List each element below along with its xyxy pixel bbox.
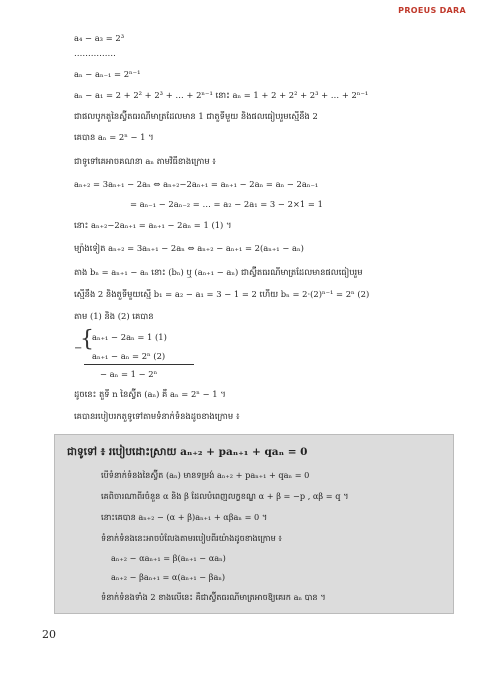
subtraction-rule bbox=[84, 364, 194, 365]
text-line: គេបានរបៀបរកតួទូទៅតាមទំនាក់ទំនងដូចខាងក្រោម ៖ bbox=[74, 411, 240, 421]
text-line: ជាទូទៅគេអាចគណនា aₙ តាមវិធីខាងក្រោម ៖ bbox=[74, 156, 216, 166]
text-line: ស្មើនឹង 2 និងតួទីមួយស្មើ b₁ = a₂ − a₁ = 3 − 1 = 2 ហើយ bₙ = 2·(2)ⁿ⁻¹ = 2ⁿ (2) bbox=[74, 289, 370, 299]
ellipsis-line: …………… bbox=[74, 48, 116, 58]
note-title: ជាទូទៅ ៖ របៀបដោះស្រាយ aₙ₊₂ + paₙ₊₁ + qaₙ = 0 bbox=[67, 446, 308, 458]
note-eq: aₙ₊₂ − αaₙ₊₁ = β(aₙ₊₁ − αaₙ) bbox=[111, 553, 226, 563]
text-line: តាង bₙ = aₙ₊₁ − aₙ នោះ (bₙ) ឬ (aₙ₊₁ − aₙ) ជាស្វ៊ីតធរណីមាត្រដែលមានផលធៀបរួម bbox=[74, 267, 363, 277]
system-eq-1: aₙ₊₁ − 2aₙ = 1 (1) bbox=[92, 332, 167, 342]
eq-line: aₙ₊₂ = 3aₙ₊₁ − 2aₙ ⇔ aₙ₊₂−2aₙ₊₁ = aₙ₊₁ − 2aₙ = aₙ − 2aₙ₋₁ bbox=[74, 179, 319, 189]
note-line: នោះគេបាន aₙ₊₂ − (α + β)aₙ₊₁ + αβaₙ = 0 ។ bbox=[101, 512, 268, 522]
system-eq-2: aₙ₊₁ − aₙ = 2ⁿ (2) bbox=[92, 351, 166, 361]
text-line: ដូចនេះ តួទី n នៃស្វ៊ីត (aₙ) គឺ aₙ = 2ⁿ − 1 ។ bbox=[74, 389, 226, 399]
system-result: − aₙ = 1 − 2ⁿ bbox=[100, 369, 158, 379]
note-line: ទំនាក់ទំនងទាំង 2 ខាងលើនេះ គឺជាស្វ៊ីតធរណីមាត្រអាចឱ្យគេរក aₙ បាន ។ bbox=[101, 592, 326, 602]
text-line: នោះ aₙ₊₂−2aₙ₊₁ = aₙ₊₁ − 2aₙ = 1 (1) ។ bbox=[74, 220, 232, 230]
text-line: ជាផលបូកតួនៃស្វ៊ីតធរណីមាត្រដែលមាន 1 ជាតួទីមួយ និងផលធៀបរួមស្មើនឹង 2 bbox=[74, 111, 318, 121]
note-eq: aₙ₊₂ − βaₙ₊₁ = α(aₙ₊₁ − βaₙ) bbox=[111, 572, 226, 582]
page-number: 20 bbox=[42, 628, 56, 641]
note-line: បើទំនាក់ទំនងនៃស្វ៊ីត (aₙ) មានទម្រង់ aₙ₊₂ + paₙ₊₁ + qaₙ = 0 bbox=[101, 470, 310, 480]
eq-line: aₙ − a₁ = 2 + 2² + 2³ + … + 2ⁿ⁻¹ នោះ aₙ = 1 + 2 + 2² + 2³ + … + 2ⁿ⁻¹ bbox=[74, 90, 369, 100]
eq-line: aₙ − aₙ₋₁ = 2ⁿ⁻¹ bbox=[74, 69, 141, 79]
note-line: ទំនាក់ទំនងនេះអាចបំលែងតាមរបៀបពីរយ៉ាងដូចខាងក្រោម ៖ bbox=[101, 533, 282, 543]
minus-sign: − bbox=[74, 343, 83, 354]
text-line: គេបាន aₙ = 2ⁿ − 1 ។ bbox=[74, 132, 154, 142]
note-line: គេពិចារណាពីរចំនួន α និង β ដែលបំពេញលក្ខខណ្ឌ α + β = −p , αβ = q ។ bbox=[101, 491, 349, 501]
text-line: តាម (1) និង (2) គេបាន bbox=[74, 311, 154, 321]
note-box bbox=[54, 434, 454, 614]
text-line: ម្យ៉ាងទៀត aₙ₊₂ = 3aₙ₊₁ − 2aₙ ⇔ aₙ₊₂ − aₙ₊₁ = 2(aₙ₊₁ − aₙ) bbox=[74, 243, 304, 253]
header-brand: PROEUS DARA bbox=[398, 6, 466, 15]
eq-line: a₄ − a₃ = 2³ bbox=[74, 33, 125, 43]
system-brace: { bbox=[80, 327, 94, 352]
eq-line: = aₙ₋₁ − 2aₙ₋₂ = … = a₂ − 2a₁ = 3 − 2×1 = 1 bbox=[130, 199, 323, 209]
